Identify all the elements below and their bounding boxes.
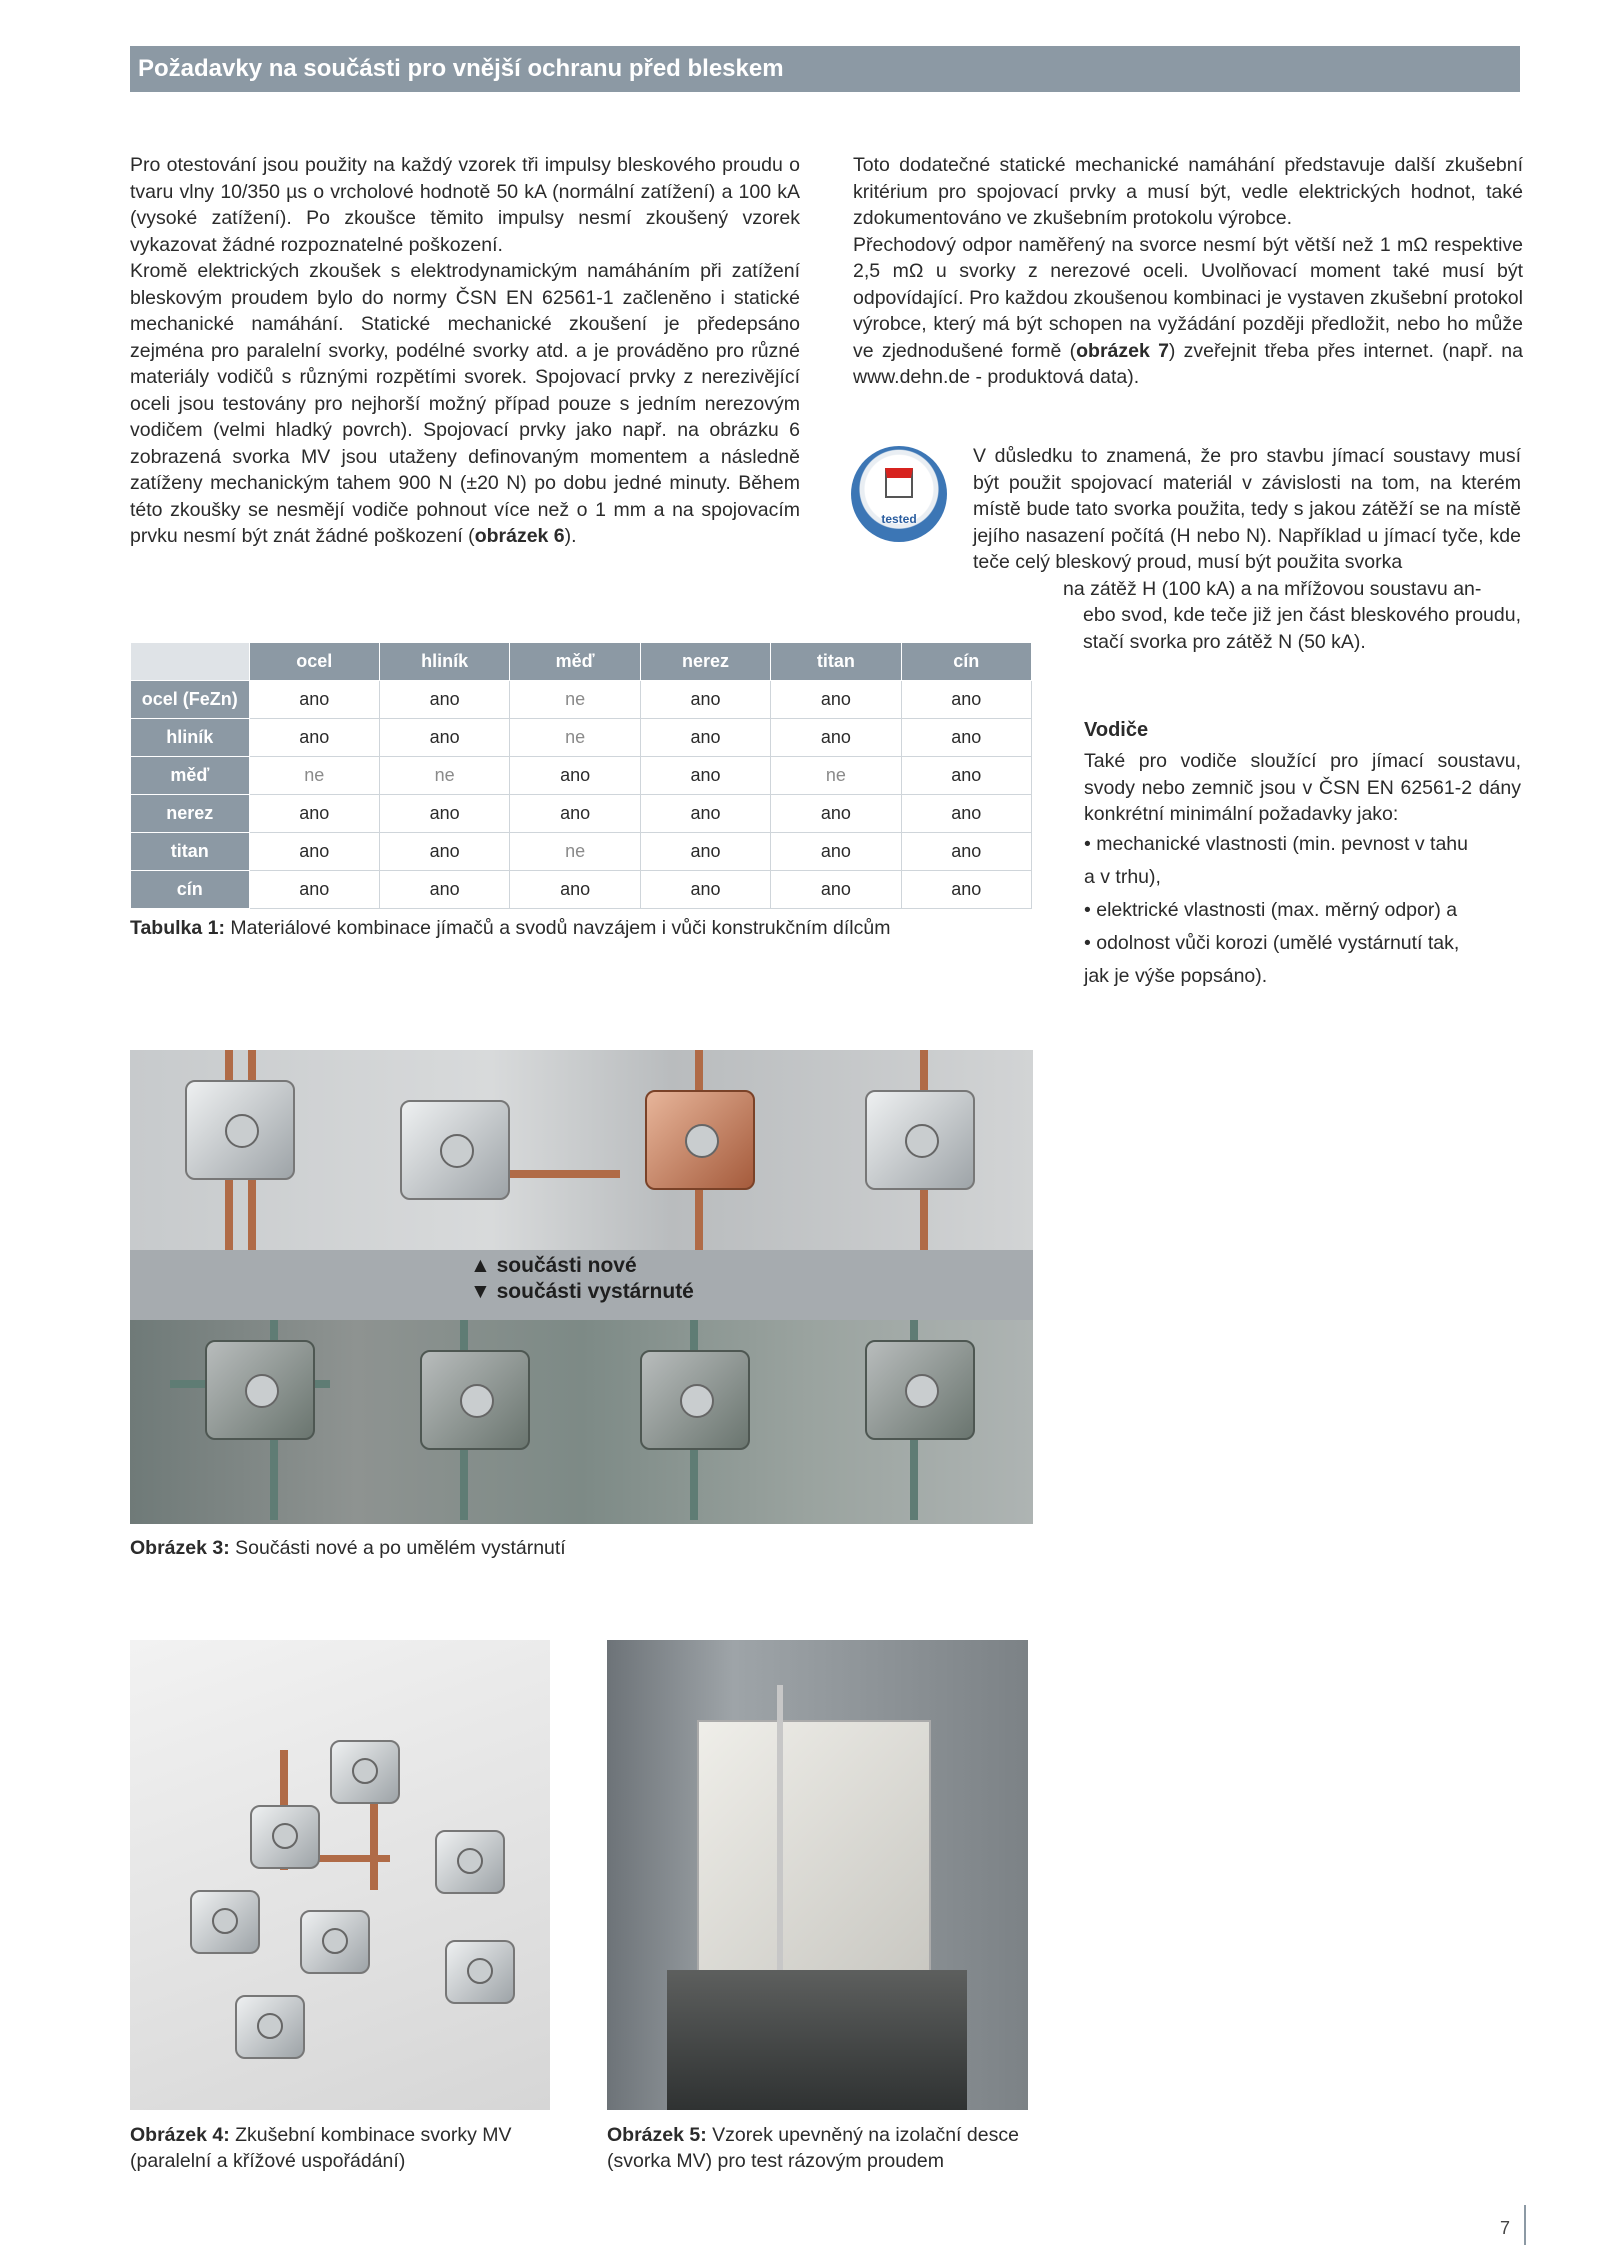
page-number: 7	[1500, 2218, 1511, 2238]
table-cell: ano	[901, 795, 1031, 833]
table-row	[131, 681, 1032, 719]
clamp-aged	[205, 1340, 315, 1440]
paragraph-mechanical-criterion: Toto dodatečné statické mechanické namáhání představuje další zkušební kritérium pro spojovací prvky a musí být, vedle elektrických hodnot, také zdokumentováno ve zkušebním protokolu výrobce.	[853, 154, 1523, 229]
table-caption: Tabulka 1: Materiálové kombinace jímačů a svodů navzájem i vůči konstrukčním dílcům	[130, 917, 891, 939]
figure-3-caption: Obrázek 3: Součásti nové a po umělém vystárnutí	[130, 1537, 566, 1559]
row-header: titan	[131, 833, 250, 871]
clamp-aged	[420, 1350, 530, 1450]
vodice-heading: Vodiče	[1084, 719, 1149, 741]
list-item: a v trhu),	[1084, 865, 1161, 888]
column-header: nerez	[640, 643, 770, 681]
clamp-new	[645, 1090, 755, 1190]
clamp-sample	[190, 1890, 260, 1954]
row-header: měď	[131, 757, 250, 795]
column-header: titan	[771, 643, 901, 681]
table-cell: ano	[249, 871, 379, 909]
table-cell: ano	[379, 871, 509, 909]
table-cell: ano	[771, 795, 901, 833]
table-cell: ano	[640, 795, 770, 833]
table-corner	[131, 643, 250, 681]
table-row	[131, 833, 1032, 871]
list-item: jak je výše popsáno).	[1084, 964, 1268, 987]
table-row	[131, 871, 1032, 909]
figure-3-photo	[130, 1050, 1033, 1524]
insulating-board	[697, 1720, 931, 1974]
list-item: • elektrické vlastnosti (max. měrný odpor) a	[1084, 898, 1458, 921]
table-cell: ne	[510, 833, 640, 871]
table-cell: ne	[379, 757, 509, 795]
row-header: cín	[131, 871, 250, 909]
label-new: ▲ součásti nové	[470, 1254, 637, 1277]
material-combination-table	[130, 642, 1032, 909]
table-cell: ne	[249, 757, 379, 795]
section-header	[130, 46, 1520, 92]
figure-ref: obrázek 6	[474, 525, 565, 547]
table-row	[131, 757, 1032, 795]
figure-5-caption: Obrázek 5: Vzorek upevněný na izolační desce (svorka MV) pro test rázovým proudem	[607, 2124, 1019, 2172]
vodice-intro: Také pro vodiče sloužící pro jímací soustavu, svody nebo zemnič jsou v ČSN EN 62561-2 dány konkrétní minimální požadavky jako:	[1084, 750, 1521, 825]
page-number-rule	[1524, 2205, 1526, 2245]
table-cell: ano	[640, 757, 770, 795]
label-aged: ▼ součásti vystárnuté	[470, 1280, 694, 1303]
column-header: ocel	[249, 643, 379, 681]
table-cell: ne	[510, 681, 640, 719]
figure-4-caption: Obrázek 4: Zkušební kombinace svorky MV (paralelní a křížové uspořádání)	[130, 2124, 512, 2172]
flag-icon	[885, 468, 913, 498]
right-column	[853, 152, 1523, 391]
paragraph-consequence: V důsledku to znamená, že pro stavbu jímací soustavy musí být použit spojovací materiál v závislosti na tom, na kterém místě bude tato svorka použita, tedy s jakou zátěží se na místě jejího nasazení počítá (H nebo N). Například u jímací tyče, kde teče celý bleskový proud, musí být použita svorka na zátěž H (100 kA) a na mřížovou soustavu an- ebo svod, kde teče již jen část bleskového proudu, stačí svorka pro zátěž N (50 kA).	[973, 445, 1521, 653]
left-column	[130, 152, 800, 550]
clamp-new	[185, 1080, 295, 1180]
table-cell: ano	[901, 757, 1031, 795]
section-title: Požadavky na součásti pro vnější ochranu před bleskem	[138, 55, 784, 82]
logo-text: tested	[881, 512, 917, 526]
table-cell: ano	[379, 681, 509, 719]
row-header: hliník	[131, 719, 250, 757]
table-cell: ano	[510, 871, 640, 909]
vodice-section	[1084, 748, 1521, 993]
table-cell: ano	[249, 833, 379, 871]
table-cell: ano	[901, 719, 1031, 757]
table-cell: ano	[901, 871, 1031, 909]
table-cell: ano	[640, 833, 770, 871]
row-header: nerez	[131, 795, 250, 833]
table-row	[131, 795, 1032, 833]
table-cell: ano	[249, 795, 379, 833]
clamp-new	[400, 1100, 510, 1200]
figure-4-photo	[130, 1640, 550, 2110]
table-cell: ano	[771, 871, 901, 909]
clamp-aged	[640, 1350, 750, 1450]
table-cell: ano	[901, 681, 1031, 719]
table-cell: ne	[771, 757, 901, 795]
table-cell: ne	[510, 719, 640, 757]
table-cell: ano	[901, 833, 1031, 871]
paragraph-impulse-test: Pro otestování jsou použity na každý vzorek tři impulsy bleskového proudu o tvaru vlny 10/350 µs o vrcholové hodnotě 50 kA (normální zatížení) a 100 kA (vysoké zatížení). Po zkoušce těmito impulsy nesmí zkoušený vzorek vykazovat žádné rozpoznatelné poškození.	[130, 154, 800, 256]
column-header: měď	[510, 643, 640, 681]
table-cell: ano	[510, 795, 640, 833]
table-cell: ano	[510, 757, 640, 795]
figure-3-label	[470, 1253, 694, 1305]
row-header: ocel (FeZn)	[131, 681, 250, 719]
table-cell: ano	[249, 681, 379, 719]
clamp-sample	[445, 1940, 515, 2004]
table-cell: ano	[640, 681, 770, 719]
figure-5-photo	[607, 1640, 1028, 2110]
table-header-row	[131, 643, 1032, 681]
table-row	[131, 719, 1032, 757]
table-cell: ano	[640, 719, 770, 757]
clamp-sample	[330, 1740, 400, 1804]
table-cell: ano	[640, 871, 770, 909]
clamp-aged	[865, 1340, 975, 1440]
table-cell: ano	[771, 681, 901, 719]
paragraph-static-test: Kromě elektrických zkoušek s elektrodynamickým namáháním při zatížení bleskovým proudem bylo do normy ČSN EN 62561-1 začleněno i statické mechanické namáhání. Statické mechanické zkoušení je předepsáno zejména pro paralelní svorky, podélné svorky atd. a je prováděno pro různé materiály vodičů s různými rozpětími svorek. Spojovací prvky z nerezivějící oceli jsou testovány pro nejhorší možný případ pouze s jedním nerezovým vodičem (velmi hladký povrch). Spojovací prvky jako např. na obrázku 6 zobrazená svorka MV jsou utaženy definovaným momentem a následně zatíženy mechanickým tahem 900 N (±20 N) po dobu jedné minuty. Během této zkoušky se nesmějí vodiče pohnout více než o 1 mm a na spojovacím prvku nesmí být znát žádné poškození (obrázek 6).	[130, 260, 800, 547]
table-cell: ano	[771, 719, 901, 757]
list-item: • mechanické vlastnosti (min. pevnost v tahu	[1084, 832, 1469, 855]
clamp-sample	[235, 1995, 305, 2059]
clamp-sample	[250, 1805, 320, 1869]
clamp-sample	[300, 1910, 370, 1974]
table-cell: ano	[379, 833, 509, 871]
table-cell: ano	[771, 833, 901, 871]
tested-logo	[851, 446, 947, 542]
table-cell: ano	[249, 719, 379, 757]
paragraph-resistance: Přechodový odpor naměřený na svorce nesmí být větší než 1 mΩ respektive 2,5 mΩ u svorky z nerezové oceli. Uvolňovací moment také musí být odpovídající. Pro každou zkoušenou kombinaci je vystaven zkušební protokol výrobce, který má být schopen na vyžádání později předložit, nebo ho může ve zjednodušené formě (obrázek 7) zveřejnit třeba přes internet. (např. na www.dehn.de - produktová data).	[853, 233, 1523, 388]
column-header: cín	[901, 643, 1031, 681]
table-cell: ano	[379, 795, 509, 833]
clamp-new	[865, 1090, 975, 1190]
table-cell: ano	[379, 719, 509, 757]
clamp-sample	[435, 1830, 505, 1894]
column-header: hliník	[379, 643, 509, 681]
list-item: • odolnost vůči korozi (umělé vystárnutí tak,	[1084, 931, 1460, 954]
figure-ref: obrázek 7	[1076, 339, 1169, 362]
